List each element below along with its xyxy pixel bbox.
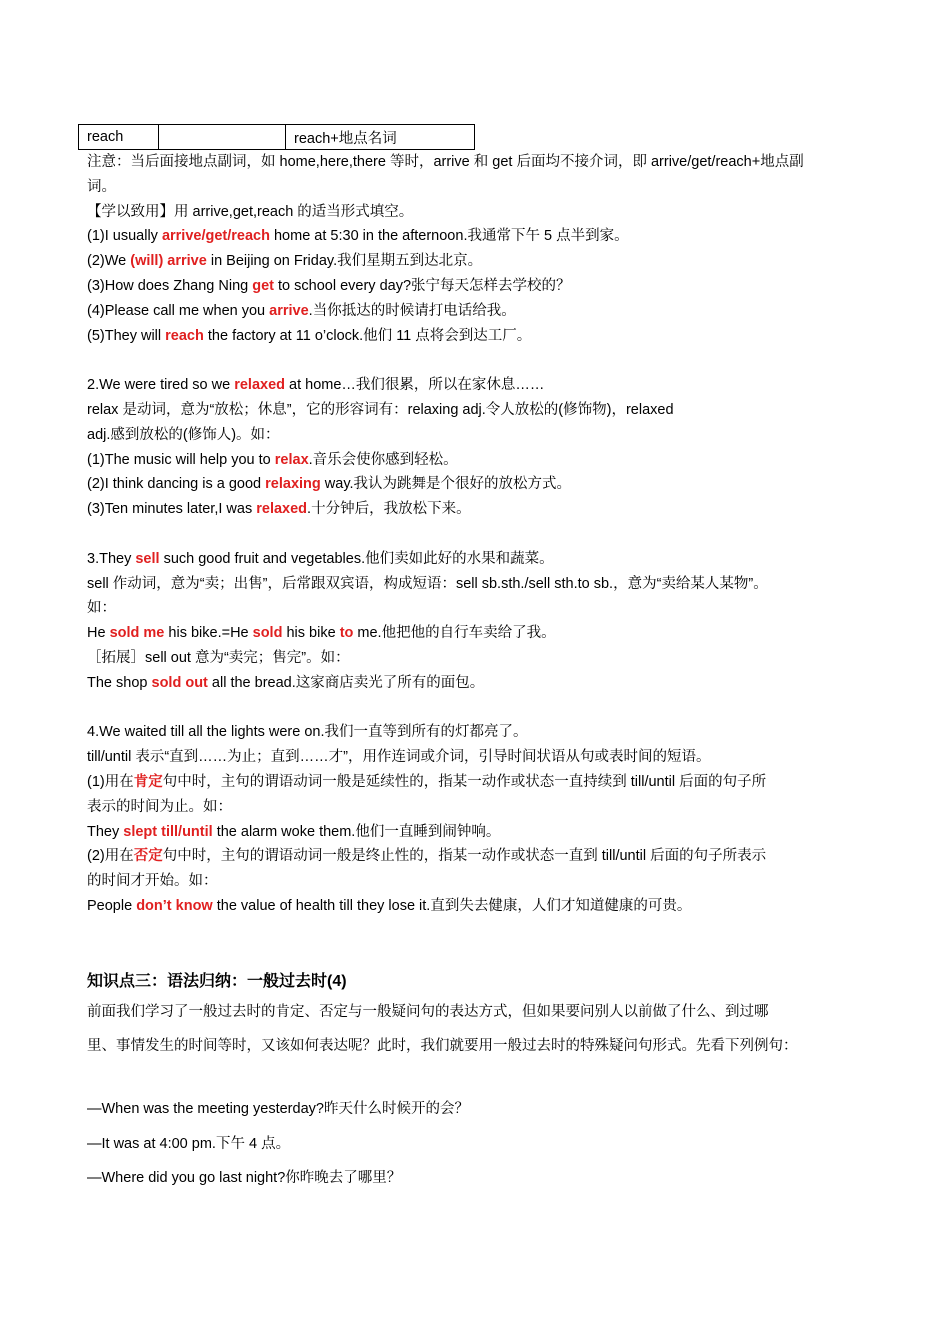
table-cell: reach+地点名词 xyxy=(286,125,475,150)
section-sentence: 3.They sell such good fruit and vegetables.他们卖如此好的水果和蔬菜。 xyxy=(87,550,554,567)
example-line: (4)Please call me when you arrive.当你抵达的时候请打电话给我。 xyxy=(87,302,516,319)
example-line: People don’t know the value of health till they lose it.直到失去健康，人们才知道健康的可贵。 xyxy=(87,897,692,914)
table-cell xyxy=(159,125,286,150)
explanation-line: till/until 表示“直到……为止；直到……才”，用作连词或介词，引导时间状语从句或表时间的短语。 xyxy=(87,749,711,766)
intro-line: 里、事情发生的时间等时，又该如何表达呢？此时，我们就要用一般过去时的特殊疑问句形式。先看下列例句： xyxy=(87,1037,798,1054)
exercise-heading: 【学以致用】用 arrive,get,reach 的适当形式填空。 xyxy=(87,203,414,220)
word-table xyxy=(78,124,475,150)
table-row xyxy=(79,125,475,150)
explanation-line: (2)用在否定句中时，主句的谓语动词一般是终止性的，指某一动作或状态一直到 till/until 后面的句子所表示 xyxy=(87,848,767,865)
example-line: (3)How does Zhang Ning get to school every day?张宁每天怎样去学校的？ xyxy=(87,277,571,294)
example-line: (5)They will reach the factory at 11 o’clock.他们 11 点将会到达工厂。 xyxy=(87,327,532,344)
dialogue-line: —When was the meeting yesterday?昨天什么时候开的会？ xyxy=(87,1100,469,1117)
section-sentence: 2.We were tired so we relaxed at home…我们很累，所以在家休息…… xyxy=(87,377,545,394)
explanation-line: (1)用在肯定句中时，主句的谓语动词一般是延续性的，指某一动作或状态一直持续到 till/until 后面的句子所 xyxy=(87,773,767,790)
example-line: (1)The music will help you to relax.音乐会使你感到轻松。 xyxy=(87,451,458,468)
note-line: 词。 xyxy=(87,178,116,195)
dialogue-line: —Where did you go last night?你昨晚去了哪里？ xyxy=(87,1170,402,1187)
example-line: The shop sold out all the bread.这家商店卖光了所有的面包。 xyxy=(87,674,485,691)
table-cell: reach xyxy=(79,125,159,150)
extension-line: ［拓展］sell out 意为“卖完；售完”。如： xyxy=(87,649,350,666)
intro-line: 前面我们学习了一般过去时的肯定、否定与一般疑问句的表达方式，但如果要问别人以前做了什么、到过哪 xyxy=(87,1003,769,1020)
explanation-line: adj.感到放松的(修饰人)。如： xyxy=(87,426,280,443)
explanation-line: 表示的时间为止。如： xyxy=(87,798,232,815)
example-line: They slept till/until the alarm woke them.他们一直睡到闹钟响。 xyxy=(87,823,501,840)
explanation-line: 的时间才开始。如： xyxy=(87,873,218,890)
example-line: (2)We (will) arrive in Beijing on Friday.我们星期五到达北京。 xyxy=(87,253,483,270)
example-line: (1)I usually arrive/get/reach home at 5:30 in the afternoon.我通常下午 5 点半到家。 xyxy=(87,228,629,245)
document-body xyxy=(87,150,877,1191)
section-heading: 知识点三：语法归纳：一般过去时(4) xyxy=(87,972,347,990)
example-line: (3)Ten minutes later,I was relaxed.十分钟后，我放松下来。 xyxy=(87,501,471,518)
explanation-line: relax 是动词，意为“放松；休息”，它的形容词有：relaxing adj.令人放松的(修饰物)，relaxed xyxy=(87,401,674,418)
example-line: He sold me his bike.=He sold his bike to me.他把他的自行车卖给了我。 xyxy=(87,625,556,642)
explanation-line: sell 作动词，意为“卖；出售”，后常跟双宾语，构成短语：sell sb.sth./sell sth.to sb.，意为“卖给某人某物”。 xyxy=(87,575,768,592)
section-sentence: 4.We waited till all the lights were on.我们一直等到所有的灯都亮了。 xyxy=(87,724,528,741)
dialogue-line: —It was at 4:00 pm.下午 4 点。 xyxy=(87,1135,291,1152)
example-line: (2)I think dancing is a good relaxing way.我认为跳舞是个很好的放松方式。 xyxy=(87,476,572,493)
explanation-line: 如： xyxy=(87,600,116,617)
note-line: 注意：当后面接地点副词，如 home,here,there 等时，arrive 和 get 后面均不接介词，即 arrive/get/reach+地点副 xyxy=(87,154,804,170)
